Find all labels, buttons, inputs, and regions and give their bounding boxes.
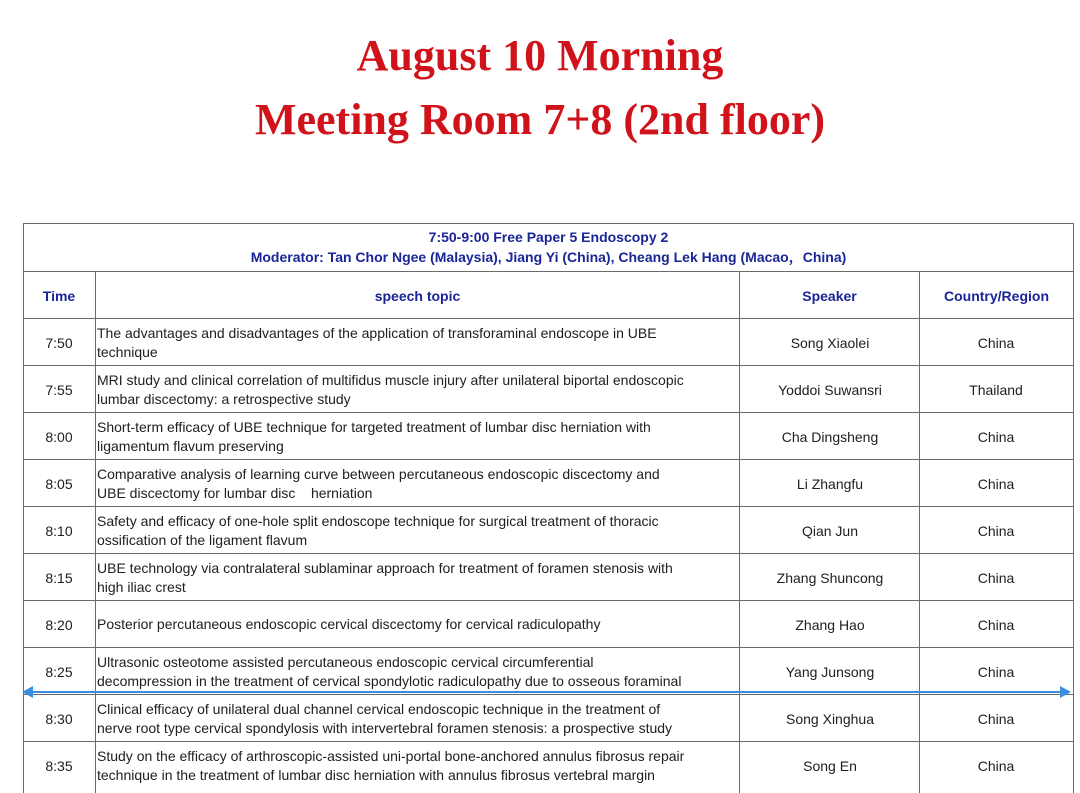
table-row: [23, 460, 1074, 507]
row-speaker: Li Zhangfu: [796, 475, 864, 492]
table-row: [23, 366, 1074, 413]
table-row: [23, 742, 1074, 789]
row-country: China: [977, 710, 1015, 727]
row-speaker: Cha Dingsheng: [781, 428, 879, 445]
row-country: China: [977, 522, 1015, 539]
row-country: China: [977, 334, 1015, 351]
row-topic: MRI study and clinical correlation of multifidus muscle injury after unilateral biportal endoscopic lumbar discectomy: a retrospective study: [97, 371, 684, 407]
row-topic: Study on the efficacy of arthroscopic-assisted uni-portal bone-anchored annulus fibrosus repair technique in the treatment of lumbar disc herniation with annulus fibrosus vertebral margin: [97, 747, 685, 783]
row-speaker: Yoddoi Suwansri: [778, 381, 882, 398]
row-country: Thailand: [969, 381, 1023, 398]
page-title: August 10 Morning: [356, 31, 724, 80]
row-time: 7:50: [45, 334, 73, 351]
row-country: China: [977, 757, 1015, 774]
row-country: China: [977, 569, 1015, 586]
room-title: Meeting Room 7+8 (2nd floor): [254, 95, 826, 144]
row-topic: Posterior percutaneous endoscopic cervical discectomy for cervical radiculopathy: [97, 616, 601, 632]
row-topic: UBE technology via contralateral sublaminar approach for treatment of foramen stenosis with high iliac crest: [97, 559, 673, 595]
session-moderator: Moderator: Tan Chor Ngee (Malaysia), Jiang Yi (China), Cheang Lek Hang (Macao，China): [250, 249, 847, 265]
column-header-time: Time: [42, 287, 76, 304]
table-row: [23, 648, 1074, 695]
session-title: 7:50-9:00 Free Paper 5 Endoscopy 2: [428, 229, 669, 245]
table-row: [23, 507, 1074, 554]
table-row: [23, 695, 1074, 742]
schedule-table: [23, 223, 1074, 793]
arrow-left-icon: [22, 686, 33, 698]
row-topic: Short-term efficacy of UBE technique for targeted treatment of lumbar disc herniation with ligamentum flavum preserving: [97, 418, 651, 454]
row-topic: The advantages and disadvantages of the application of transforaminal endoscope in UBE technique: [97, 324, 657, 360]
row-time: 7:55: [45, 381, 73, 398]
table-row: [23, 319, 1074, 366]
row-speaker: Song En: [803, 757, 857, 774]
row-topic: Ultrasonic osteotome assisted percutaneous endoscopic cervical circumferential decompression in the treatment of cervical spondylotic radiculopathy due to osseous foraminal: [97, 653, 682, 689]
column-header-topic: speech topic: [374, 287, 461, 304]
row-time: 8:10: [45, 522, 73, 539]
arrow-right-icon: [1060, 686, 1071, 698]
column-header-speaker: Speaker: [802, 287, 857, 304]
column-header-country: Country/Region: [944, 287, 1049, 304]
row-speaker: Qian Jun: [801, 522, 859, 539]
row-speaker: Song Xinghua: [786, 710, 874, 727]
row-time: 8:00: [45, 428, 73, 445]
row-time: 8:25: [45, 663, 73, 680]
row-time: 8:35: [45, 757, 73, 774]
row-time: 8:15: [45, 569, 73, 586]
table-row: [23, 413, 1074, 460]
table-row: [23, 554, 1074, 601]
row-time: 8:05: [45, 475, 73, 492]
row-country: China: [977, 616, 1015, 633]
row-topic: Comparative analysis of learning curve between percutaneous endoscopic discectomy and UBE discectomy for lumbar disc herniation: [97, 465, 660, 501]
row-time: 8:20: [45, 616, 73, 633]
row-topic: Clinical efficacy of unilateral dual channel cervical endoscopic technique in the treatment of nerve root type cervical spondylosis with intervertebral foramen stenosis: a prospective study: [97, 700, 673, 736]
row-country: China: [977, 663, 1015, 680]
row-country: China: [977, 428, 1015, 445]
horizontal-arrow-line: [30, 691, 1064, 693]
row-speaker: Zhang Shuncong: [776, 569, 884, 586]
table-row: [23, 601, 1074, 648]
row-country: China: [977, 475, 1015, 492]
row-speaker: Zhang Hao: [795, 616, 865, 633]
row-time: 8:30: [45, 710, 73, 727]
row-speaker: Song Xiaolei: [790, 334, 870, 351]
row-topic: Safety and efficacy of one-hole split endoscope technique for surgical treatment of thoracic ossification of the ligament flavum: [97, 512, 659, 548]
row-speaker: Yang Junsong: [785, 663, 875, 680]
